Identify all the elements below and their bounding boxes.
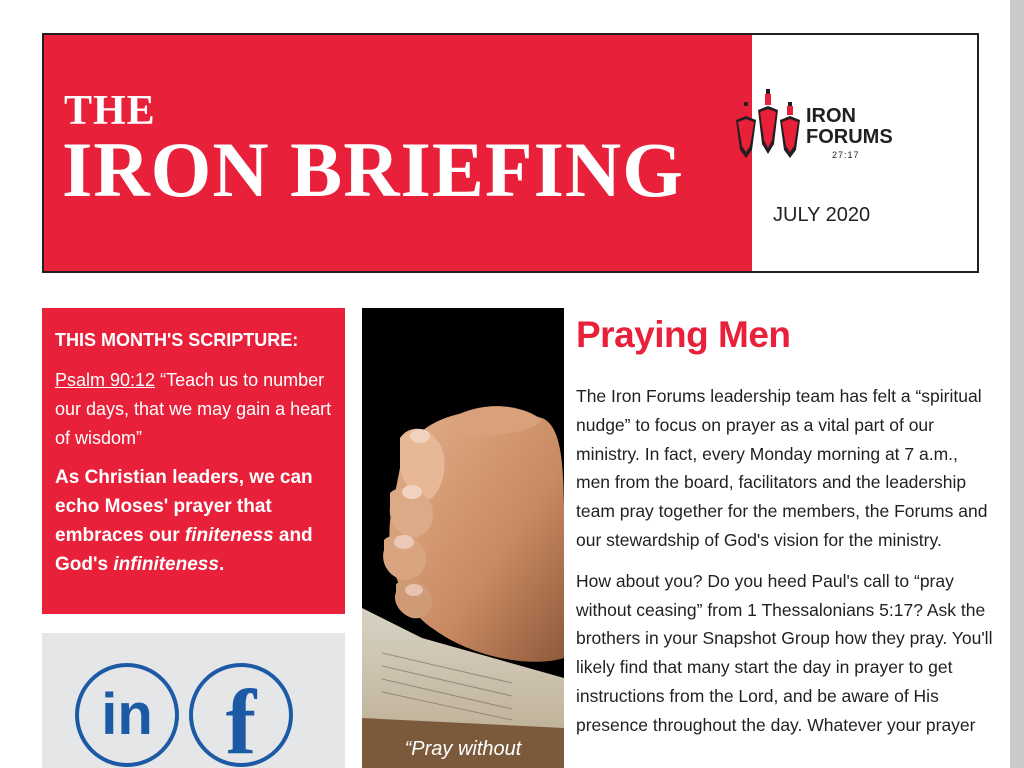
linkedin-icon[interactable]: in bbox=[75, 663, 179, 767]
photo-caption: “Pray without bbox=[404, 738, 522, 760]
logo-word-iron: IRON bbox=[806, 105, 856, 127]
scripture-reference-link[interactable]: Psalm 90:12 bbox=[55, 370, 156, 390]
praying-hands-illustration bbox=[362, 308, 564, 768]
logo-word-forums: FORUMS bbox=[806, 126, 893, 148]
logo-figures-icon bbox=[732, 88, 804, 160]
praying-hands-photo bbox=[362, 308, 564, 768]
emphasis-text-1: As Christian leaders, we can echo Moses' prayer that embraces our bbox=[55, 467, 313, 546]
emphasis-italic-1: finiteness bbox=[184, 525, 274, 546]
article-title: Praying Men bbox=[576, 314, 791, 355]
scripture-box bbox=[42, 308, 345, 614]
logo-wordmark bbox=[806, 106, 893, 148]
masthead-the: THE bbox=[64, 88, 156, 134]
page-edge bbox=[1010, 0, 1024, 768]
emphasis-end: . bbox=[218, 554, 225, 575]
masthead-title: IRON BRIEFING bbox=[62, 126, 684, 213]
scripture-quote-text: “Teach us to number our days, that we may gain a heart of wisdom” bbox=[55, 370, 332, 448]
emphasis-italic-2: infiniteness bbox=[113, 554, 219, 575]
emphasis-text-2: and God's bbox=[55, 525, 313, 575]
issue-date: JULY 2020 bbox=[773, 204, 871, 226]
article-paragraph: How about you? Do you heed Paul's call to “pray without ceasing” from 1 Thessalonians 5:17? Ask the brothers in your Snapshot Group how they pray. You'll likely find that many start the day in prayer to get instructions from the Lord, and be aware of His presence throughout the day. Whatever your prayer bbox=[576, 570, 993, 735]
scripture-emphasis bbox=[55, 463, 333, 579]
scripture-heading: THIS MONTH'S SCRIPTURE: bbox=[55, 330, 299, 350]
scripture-quote bbox=[55, 366, 333, 453]
article-paragraph: The Iron Forums leadership team has felt a “spiritual nudge” to focus on prayer as a vital part of our ministry. In fact, every Monday morning at 7 a.m., men from the board, facilitators and the leadership team pray together for the members, the Forums and our stewardship of God's vision for the ministry. bbox=[576, 386, 988, 550]
facebook-icon[interactable]: f bbox=[189, 663, 293, 767]
article-body bbox=[576, 382, 996, 752]
social-links-box bbox=[42, 633, 345, 768]
iron-forums-logo bbox=[732, 88, 912, 158]
logo-reference: 27:17 bbox=[832, 150, 860, 160]
masthead-banner bbox=[44, 35, 752, 271]
